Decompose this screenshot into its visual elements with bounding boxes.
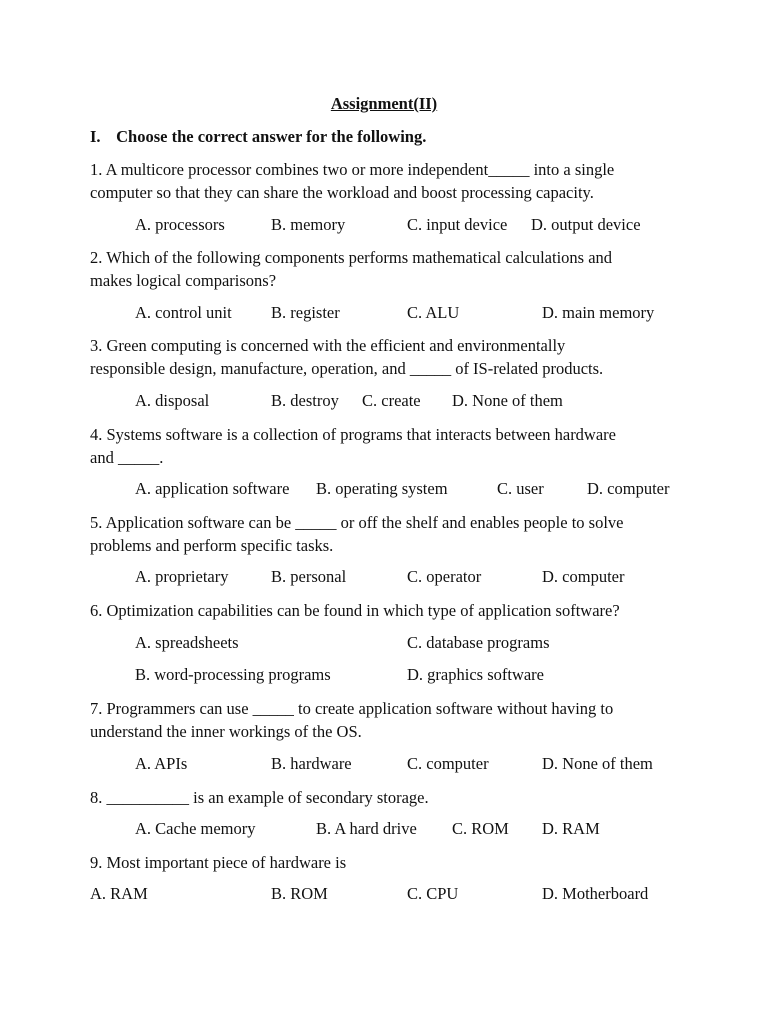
- answer-option: B. memory: [271, 215, 346, 234]
- question-line: computer so that they can share the workload and boost processing capacity.: [90, 183, 594, 202]
- section-heading: [90, 127, 426, 147]
- answer-option: D. computer: [542, 567, 625, 586]
- question-line: 3. Green computing is concerned with the efficient and environmentally: [90, 336, 566, 355]
- question-6: [90, 599, 680, 622]
- page-title: Assignment(II): [330, 94, 438, 113]
- question-7: [90, 697, 680, 743]
- answer-option: B. A hard drive: [316, 819, 417, 838]
- question-line: makes logical comparisons?: [90, 271, 277, 290]
- answer-option: B. word-processing programs: [135, 665, 331, 684]
- answer-option: A. disposal: [135, 391, 210, 410]
- answer-option: D. Motherboard: [542, 884, 649, 903]
- answer-option: C. input device: [407, 215, 508, 234]
- question-line: 9. Most important piece of hardware is: [90, 853, 347, 872]
- question-line: 6. Optimization capabilities can be found in which type of application software?: [90, 601, 620, 620]
- question-1: [90, 158, 680, 204]
- question-line: responsible design, manufacture, operation, and _____ of IS-related products.: [90, 359, 604, 378]
- answer-option: B. destroy: [271, 391, 339, 410]
- question-line: problems and perform specific tasks.: [90, 536, 334, 555]
- answer-option: A. control unit: [135, 303, 232, 322]
- question-9: [90, 851, 680, 874]
- question-line: 2. Which of the following components performs mathematical calculations and: [90, 248, 613, 267]
- answer-option: A. spreadsheets: [135, 633, 239, 652]
- answer-option: C. user: [497, 479, 544, 498]
- answer-option: A. RAM: [90, 884, 148, 903]
- answer-option: C. database programs: [407, 633, 550, 652]
- answer-option: C. create: [362, 391, 421, 410]
- question-line: 8. __________ is an example of secondary storage.: [90, 788, 429, 807]
- answer-option: B. register: [271, 303, 340, 322]
- question-8: [90, 786, 680, 809]
- answer-option: C. ROM: [452, 819, 509, 838]
- answer-option: D. main memory: [542, 303, 655, 322]
- answer-option: B. ROM: [271, 884, 328, 903]
- answer-option: C. ALU: [407, 303, 460, 322]
- answer-option: B. hardware: [271, 754, 352, 773]
- question-2: [90, 246, 680, 292]
- question-line: 1. A multicore processor combines two or more independent_____ into a single: [90, 160, 615, 179]
- section-instruction: Choose the correct answer for the following.: [116, 127, 427, 146]
- question-3: [90, 334, 680, 380]
- answer-option: C. CPU: [407, 884, 459, 903]
- question-line: 5. Application software can be _____ or off the shelf and enables people to solve: [90, 513, 624, 532]
- question-line: understand the inner workings of the OS.: [90, 722, 362, 741]
- answer-option: D. graphics software: [407, 665, 544, 684]
- answer-option: D. RAM: [542, 819, 600, 838]
- answer-option: D. output device: [531, 215, 641, 234]
- question-5: [90, 511, 680, 557]
- question-line: 7. Programmers can use _____ to create application software without having to: [90, 699, 614, 718]
- answer-option: A. application software: [135, 479, 290, 498]
- question-line: 4. Systems software is a collection of programs that interacts between hardware: [90, 425, 616, 444]
- answer-option: D. None of them: [542, 754, 653, 773]
- question-line: and _____.: [90, 448, 164, 467]
- section-number: I.: [90, 127, 101, 146]
- question-4: [90, 423, 680, 469]
- answer-option: C. computer: [407, 754, 489, 773]
- answer-option: B. operating system: [316, 479, 448, 498]
- answer-option: B. personal: [271, 567, 347, 586]
- answer-option: D. computer: [587, 479, 670, 498]
- answer-option: C. operator: [407, 567, 482, 586]
- answer-option: A. proprietary: [135, 567, 229, 586]
- answer-option: A. processors: [135, 215, 225, 234]
- answer-option: A. Cache memory: [135, 819, 256, 838]
- answer-option: D. None of them: [452, 391, 563, 410]
- answer-option: A. APIs: [135, 754, 188, 773]
